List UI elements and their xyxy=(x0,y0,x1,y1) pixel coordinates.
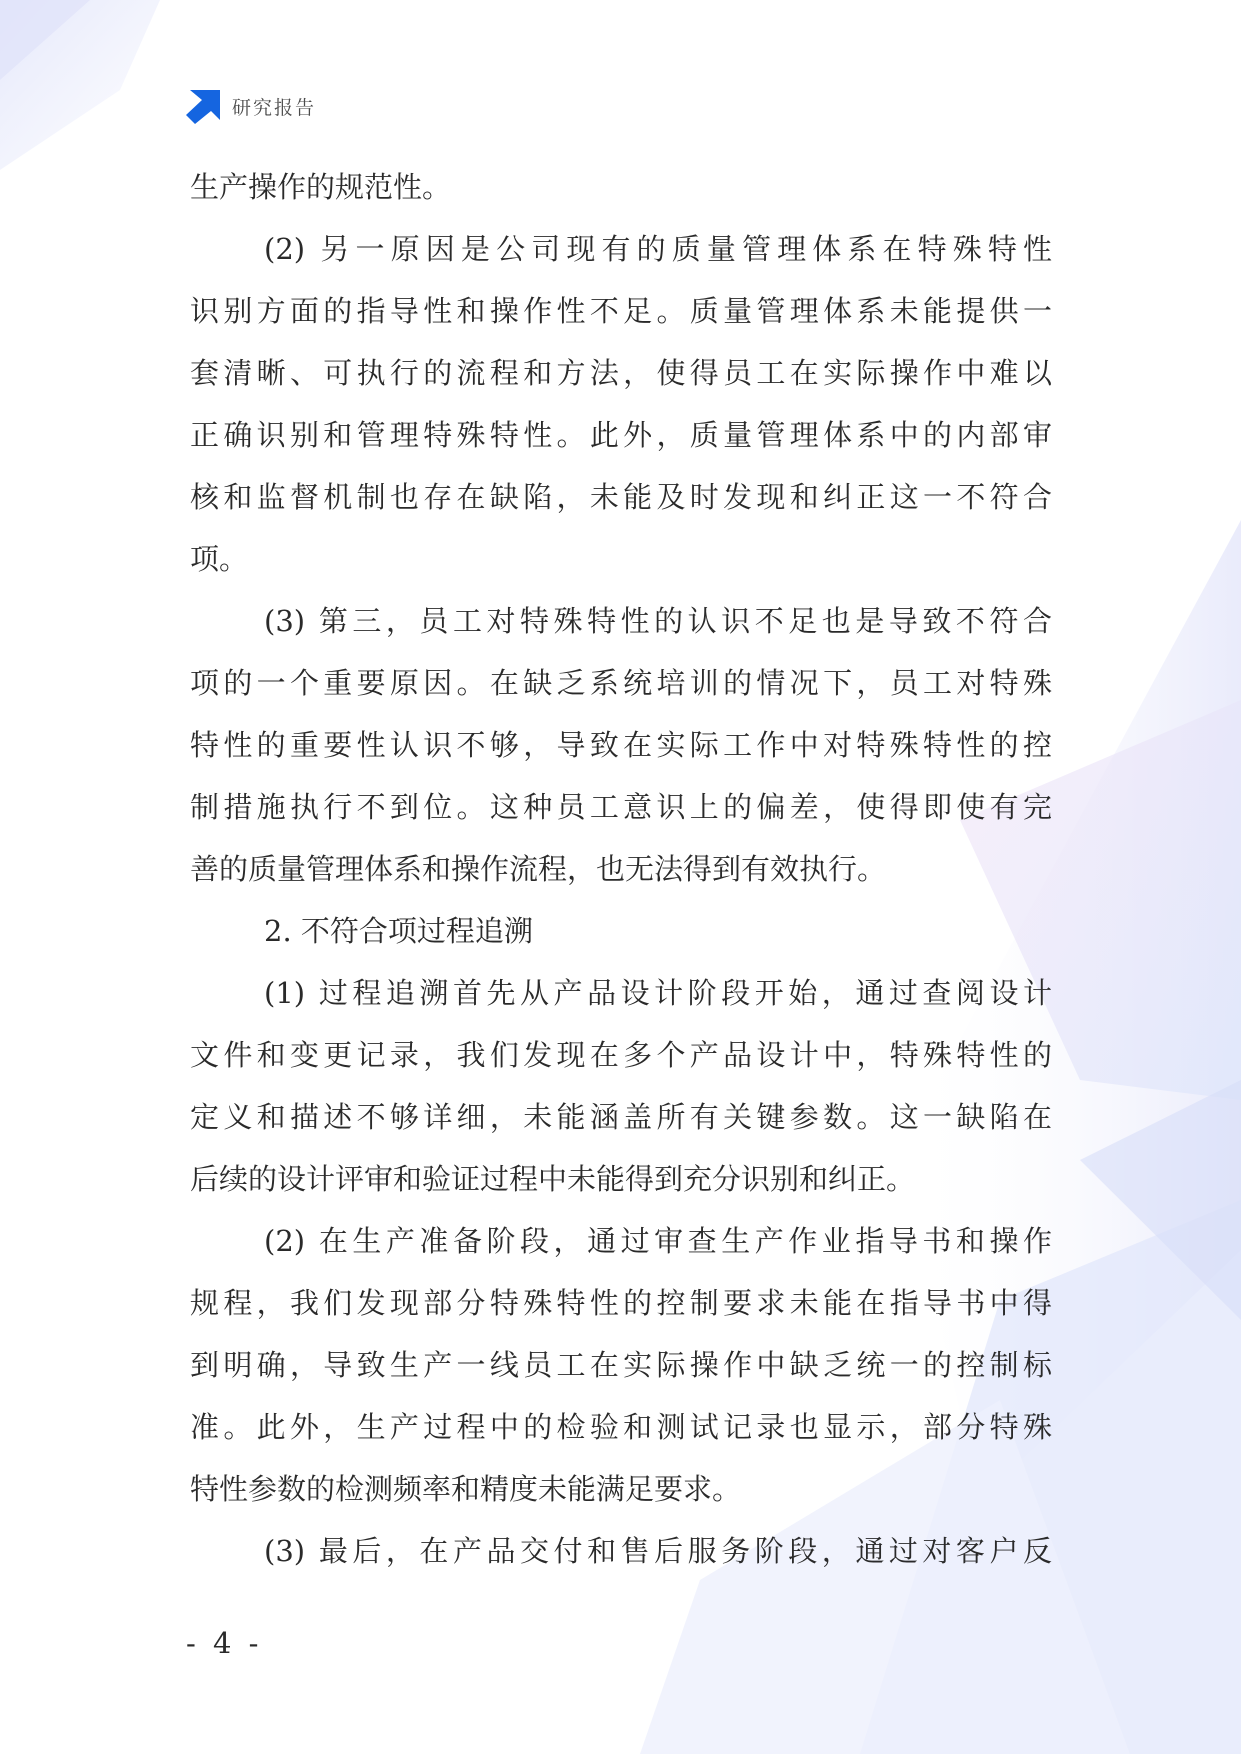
text-line: 准。此外，生产过程中的检验和测试记录也显示，部分特殊 xyxy=(190,1410,1052,1444)
text-line: 识别方面的指导性和操作性不足。质量管理体系未能提供一 xyxy=(190,294,1052,328)
section-heading: 2. 不符合项过程追溯 xyxy=(264,914,533,948)
text-line: (1) 过程追溯首先从产品设计阶段开始，通过查阅设计 xyxy=(264,976,1052,1010)
body-text xyxy=(190,156,1052,1582)
text-line: 制措施执行不到位。这种员工意识上的偏差，使得即使有完 xyxy=(190,790,1052,824)
header-title: 研究报告 xyxy=(232,96,317,119)
text-line: (3) 第三，员工对特殊特性的认识不足也是导致不符合 xyxy=(264,604,1052,638)
text-line: 特性参数的检测频率和精度未能满足要求。 xyxy=(190,1472,742,1506)
text-line: 核和监督机制也存在缺陷，未能及时发现和纠正这一不符合 xyxy=(190,480,1052,514)
text-line: 项的一个重要原因。在缺乏系统培训的情况下，员工对特殊 xyxy=(190,666,1052,700)
text-line: 正确识别和管理特殊特性。此外，质量管理体系中的内部审 xyxy=(190,418,1052,452)
text-line: 后续的设计评审和验证过程中未能得到充分识别和纠正。 xyxy=(190,1162,916,1196)
text-line: (3) 最后，在产品交付和售后服务阶段，通过对客户反 xyxy=(264,1534,1052,1568)
arrow-up-right-icon xyxy=(186,88,222,124)
text-line: (2) 另一原因是公司现有的质量管理体系在特殊特性 xyxy=(264,232,1052,266)
text-line: 文件和变更记录，我们发现在多个产品设计中，特殊特性的 xyxy=(190,1038,1052,1072)
text-line: 到明确，导致生产一线员工在实际操作中缺乏统一的控制标 xyxy=(190,1348,1052,1382)
page-number: - 4 - xyxy=(186,1626,263,1660)
text-line: 定义和描述不够详细，未能涵盖所有关键参数。这一缺陷在 xyxy=(190,1100,1052,1134)
text-line: 特性的重要性认识不够，导致在实际工作中对特殊特性的控 xyxy=(190,728,1052,762)
text-line: 项。 xyxy=(190,542,249,576)
text-line: 规程，我们发现部分特殊特性的控制要求未能在指导书中得 xyxy=(190,1286,1052,1320)
text-line: 善的质量管理体系和操作流程，也无法得到有效执行。 xyxy=(190,852,887,886)
text-line: 套清晰、可执行的流程和方法，使得员工在实际操作中难以 xyxy=(190,356,1052,390)
header xyxy=(186,88,316,124)
text-line: (2) 在生产准备阶段，通过审查生产作业指导书和操作 xyxy=(264,1224,1052,1258)
text-line: 生产操作的规范性。 xyxy=(190,170,452,204)
